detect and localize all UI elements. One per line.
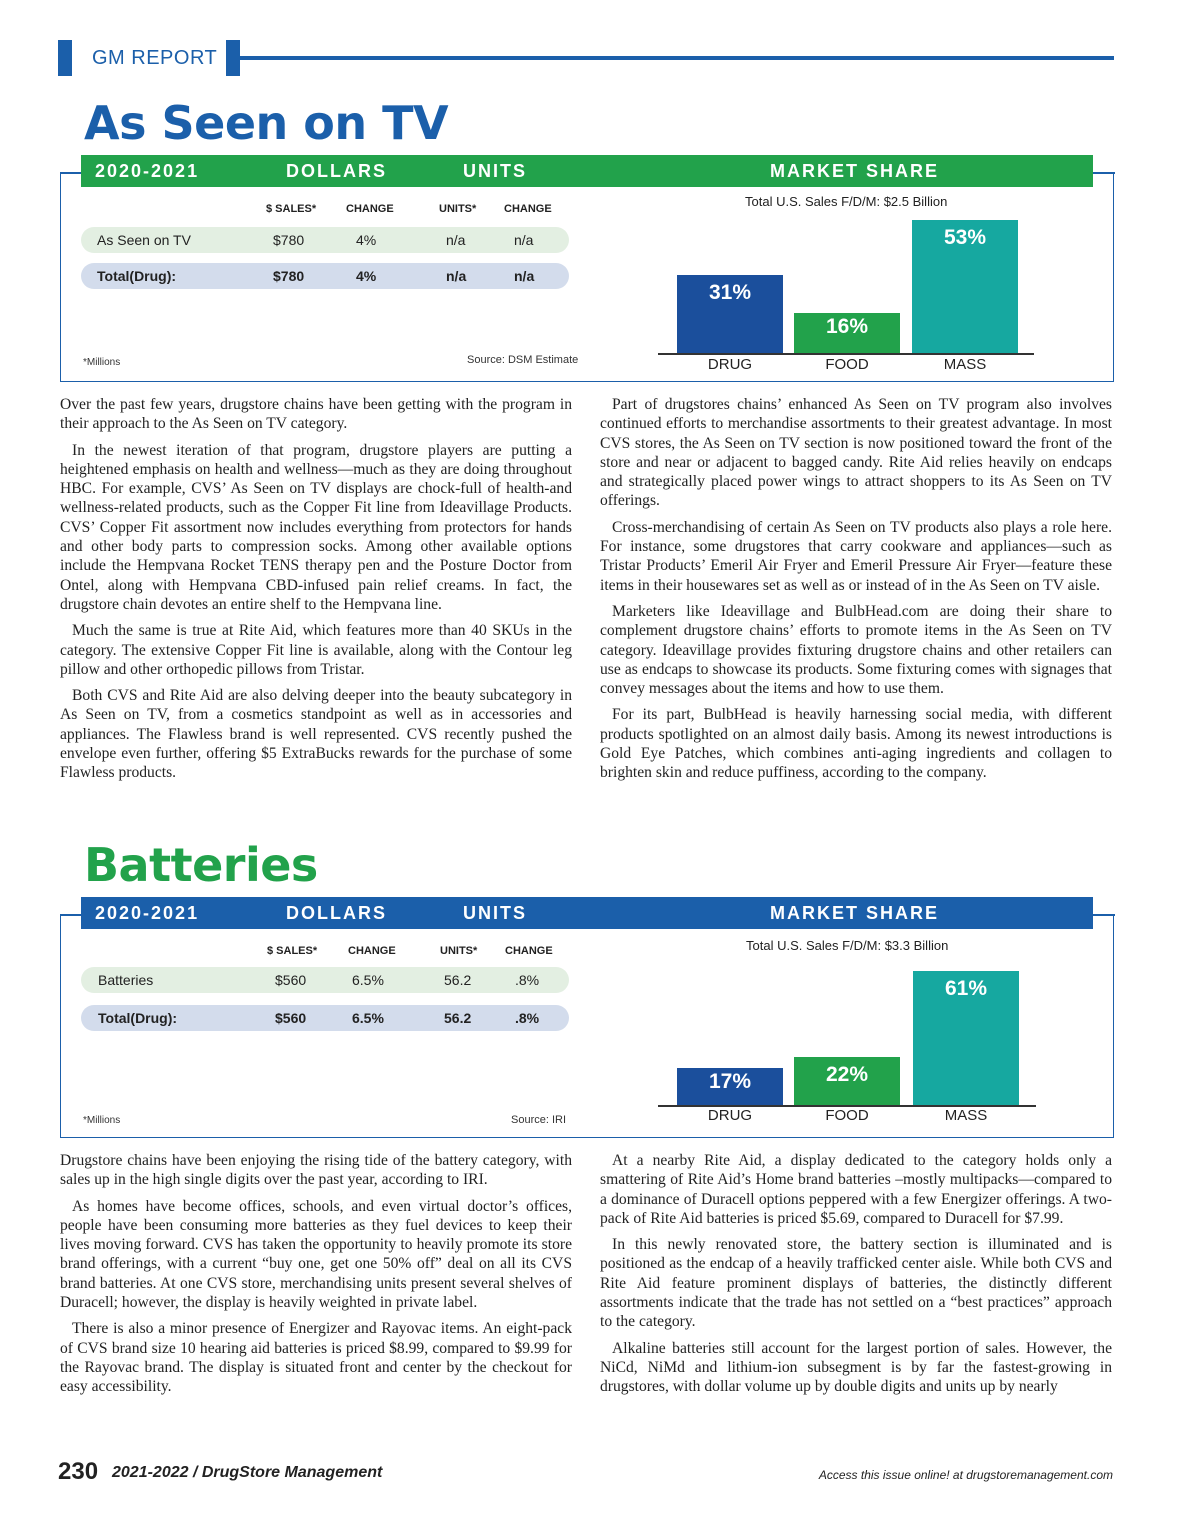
bar-food <box>794 1057 900 1105</box>
bar-value-label: 16% <box>825 315 869 338</box>
category-label: DRUG <box>707 1107 753 1124</box>
section-title-as-seen-on-tv: As Seen on TV <box>84 96 449 150</box>
section-label: GM REPORT <box>92 47 218 69</box>
paragraph: Marketers like Ideavillage and BulbHead.com are doing their share to complement drugstore chains’ efforts to promote items in the As Seen on TV category. Ideavillage provides fixturing drugstore chains and other retailers can use as endcaps to showcase its products. Some fixturing comes with signages that convey messages about the items and how to use them. <box>600 602 1112 698</box>
bar-value-label: 53% <box>943 226 987 249</box>
table-row-total: Total(Drug): $560 6.5% 56.2 .8% <box>81 1005 569 1031</box>
table-row-total: Total(Drug): $780 4% n/a n/a <box>81 263 569 289</box>
col-change: CHANGE <box>348 945 396 957</box>
bar-mass <box>912 220 1018 353</box>
panel-header-band <box>81 155 1093 187</box>
section-title-batteries: Batteries <box>84 838 318 892</box>
data-panel-batteries <box>60 903 1114 1138</box>
header-accent-bar <box>58 40 72 76</box>
footnote: *Millions <box>83 357 121 368</box>
bar-food <box>794 313 900 353</box>
paragraph: In this newly renovated store, the battery section is illuminated and is positioned as the endcap of a heavily trafficked center aisle. While both CVS and Rite Aid feature prominent displays of batteries, the distinctly different assortments indicate that the trade has not settled on a “best practices” approach to the category. <box>600 1236 1112 1331</box>
access-online-note: Access this issue online! at drugstoremanagement.com <box>818 1468 1113 1482</box>
article-column-right <box>600 395 1112 790</box>
col-change: CHANGE <box>505 945 553 957</box>
paragraph: In the newest iteration of that program, drugstore players are putting a heightened emphasis on health and wellness—much as they are doing throughout HBC. For example, CVS’ As Seen on TV displays are chock-full of health-and wellness-related products, such as the Copper Fit line from Ideavillage Products. CVS’ Copper Fit assortment now includes everything from protectors for hands and other body parts to compression socks. Among other available options include the Hempvana Rocket TENS therapy pen and the Posture Doctor from Ontel, along with Hempvana CBD-infused pain relief creams. In fact, the drugstore chain devotes an entire shelf to the Hempvana line. <box>60 441 572 613</box>
table-row: As Seen on TV $780 4% n/a n/a <box>81 227 569 253</box>
category-label: DRUG <box>707 356 753 373</box>
panel-header-band <box>81 897 1093 929</box>
bar-mass <box>913 971 1019 1105</box>
paragraph: Both CVS and Rite Aid are also delving deeper into the beauty subcategory in As Seen on TV, from a cosmetics standpoint as well as in accessories and appliances. The Flawless brand is well represented. CVS recently pushed the envelope even further, offering $5 ExtraBucks rewards for the purchase of some Flawless products. <box>60 687 572 782</box>
article-column-right <box>600 1151 1112 1404</box>
dollars-label: DOLLARS <box>286 903 387 923</box>
bar-drug <box>677 1068 783 1105</box>
source-note: Source: DSM Estimate <box>467 354 579 366</box>
paragraph: Over the past few years, drugstore chains have been getting with the program in their approach to the As Seen on TV category. <box>60 396 572 433</box>
bar-value-label: 31% <box>708 281 752 304</box>
bar-value-label: 61% <box>944 977 988 1000</box>
page-number: 230 <box>58 1458 99 1485</box>
col-sales: $ SALES* <box>267 945 318 957</box>
paragraph: Part of drugstores chains’ enhanced As Seen on TV program also involves continued efforts to merchandise assortments to their greatest advantage. In most CVS stores, the As Seen on TV section is now positioned toward the front of the store and near or adjacent to bagged candy. Rite Aid relies heavily on endcaps and strategically placed power wings to attract shoppers to its As Seen on TV offerings. <box>600 396 1112 510</box>
period-label: 2020-2021 <box>95 903 200 923</box>
col-units: UNITS* <box>440 945 478 957</box>
market-share-label: MARKET SHARE <box>770 161 940 181</box>
header-rule <box>240 56 1114 60</box>
footnote: *Millions <box>83 1115 121 1126</box>
paragraph: At a nearby Rite Aid, a display dedicated to the category holds only a smattering of Rite Aid’s Home brand batteries –mostly multipacks—compared to a dominance of Duracell options peppered with a few Energizer offerings. A two-pack of Rite Aid batteries is priced $5.69, compared to Duracell for $7.99. <box>600 1152 1112 1227</box>
paragraph: Much the same is true at Rite Aid, which features more than 40 SKUs in the category. The extensive Copper Fit line is available, along with the Contour leg pillow and other orthopedic pillows from Tristar. <box>60 622 572 678</box>
category-label: FOOD <box>825 1107 869 1124</box>
period-label: 2020-2021 <box>95 161 200 181</box>
article-column-left <box>60 1151 572 1404</box>
units-label: UNITS <box>463 903 527 923</box>
paragraph: Cross-merchandising of certain As Seen on TV products also plays a role here. For instance, some drugstores that carry cookware and appliances—such as Tristar Products’ Emeril Air Fryer and Emeril Pressure Air Fryer—feature these items in their housewares set as well as or instead of in the As Seen on TV aisle. <box>600 518 1112 594</box>
chart-title: Total U.S. Sales F/D/M: $2.5 Billion <box>745 194 948 209</box>
col-change: CHANGE <box>504 203 552 215</box>
category-label: MASS <box>943 356 987 373</box>
table-row: Batteries $560 6.5% 56.2 .8% <box>81 967 569 993</box>
article-column-left <box>60 395 572 790</box>
bar-drug <box>677 275 783 353</box>
paragraph: Drugstore chains have been enjoying the rising tide of the battery category, with sales up in the high single digits over the past year, according to IRI. <box>60 1152 572 1189</box>
bar-value-label: 22% <box>825 1063 869 1086</box>
col-change: CHANGE <box>346 203 394 215</box>
chart-baseline <box>658 353 1034 355</box>
category-label: FOOD <box>825 356 869 373</box>
col-sales: $ SALES* <box>266 203 317 215</box>
publication-name: 2021-2022 / DrugStore Management <box>112 1464 383 1481</box>
col-units: UNITS* <box>439 203 477 215</box>
data-panel-as-seen-on-tv <box>60 161 1114 382</box>
chart-baseline <box>658 1105 1036 1107</box>
source-note: Source: IRI <box>511 1114 567 1126</box>
paragraph: Alkaline batteries still account for the largest portion of sales. However, the NiCd, NiMd and lithium-ion subsegment is by far the fastest-growing in drugstores, with dollar volume up by double digits and units up by nearly <box>600 1339 1112 1396</box>
dollars-label: DOLLARS <box>286 161 387 181</box>
chart-title: Total U.S. Sales F/D/M: $3.3 Billion <box>746 938 949 953</box>
paragraph: There is also a minor presence of Energizer and Rayovac items. An eight-pack of CVS brand size 10 hearing aid batteries is priced $8.99, compared to $9.99 for the Rayovac brand. The display is situated front and center by the checkout for easy accessibility. <box>60 1320 572 1396</box>
units-label: UNITS <box>463 161 527 181</box>
paragraph: As homes have become offices, schools, and even virtual doctor’s offices, people have been consuming more batteries as they fuel devices to keep their lives moving forward. CVS has taken the opportunity to heavily promote its store brand offerings, with a current “buy one, get one 50% off” deal on all its CVS brand batteries. At one CVS store, merchandising units present several shelves of Duracell; however, the display is heavily weighted in private label. <box>60 1197 572 1312</box>
category-label: MASS <box>944 1107 988 1124</box>
header-accent-bar <box>226 40 240 76</box>
bar-value-label: 17% <box>708 1070 752 1093</box>
paragraph: For its part, BulbHead is heavily harnessing social media, with different products spotlighted on an almost daily basis. Among its newest introductions is Gold Eye Patches, which combines anti-aging ingredients and collagen to brighten skin and reduce puffiness, according to the company. <box>600 706 1112 782</box>
market-share-label: MARKET SHARE <box>770 903 940 923</box>
